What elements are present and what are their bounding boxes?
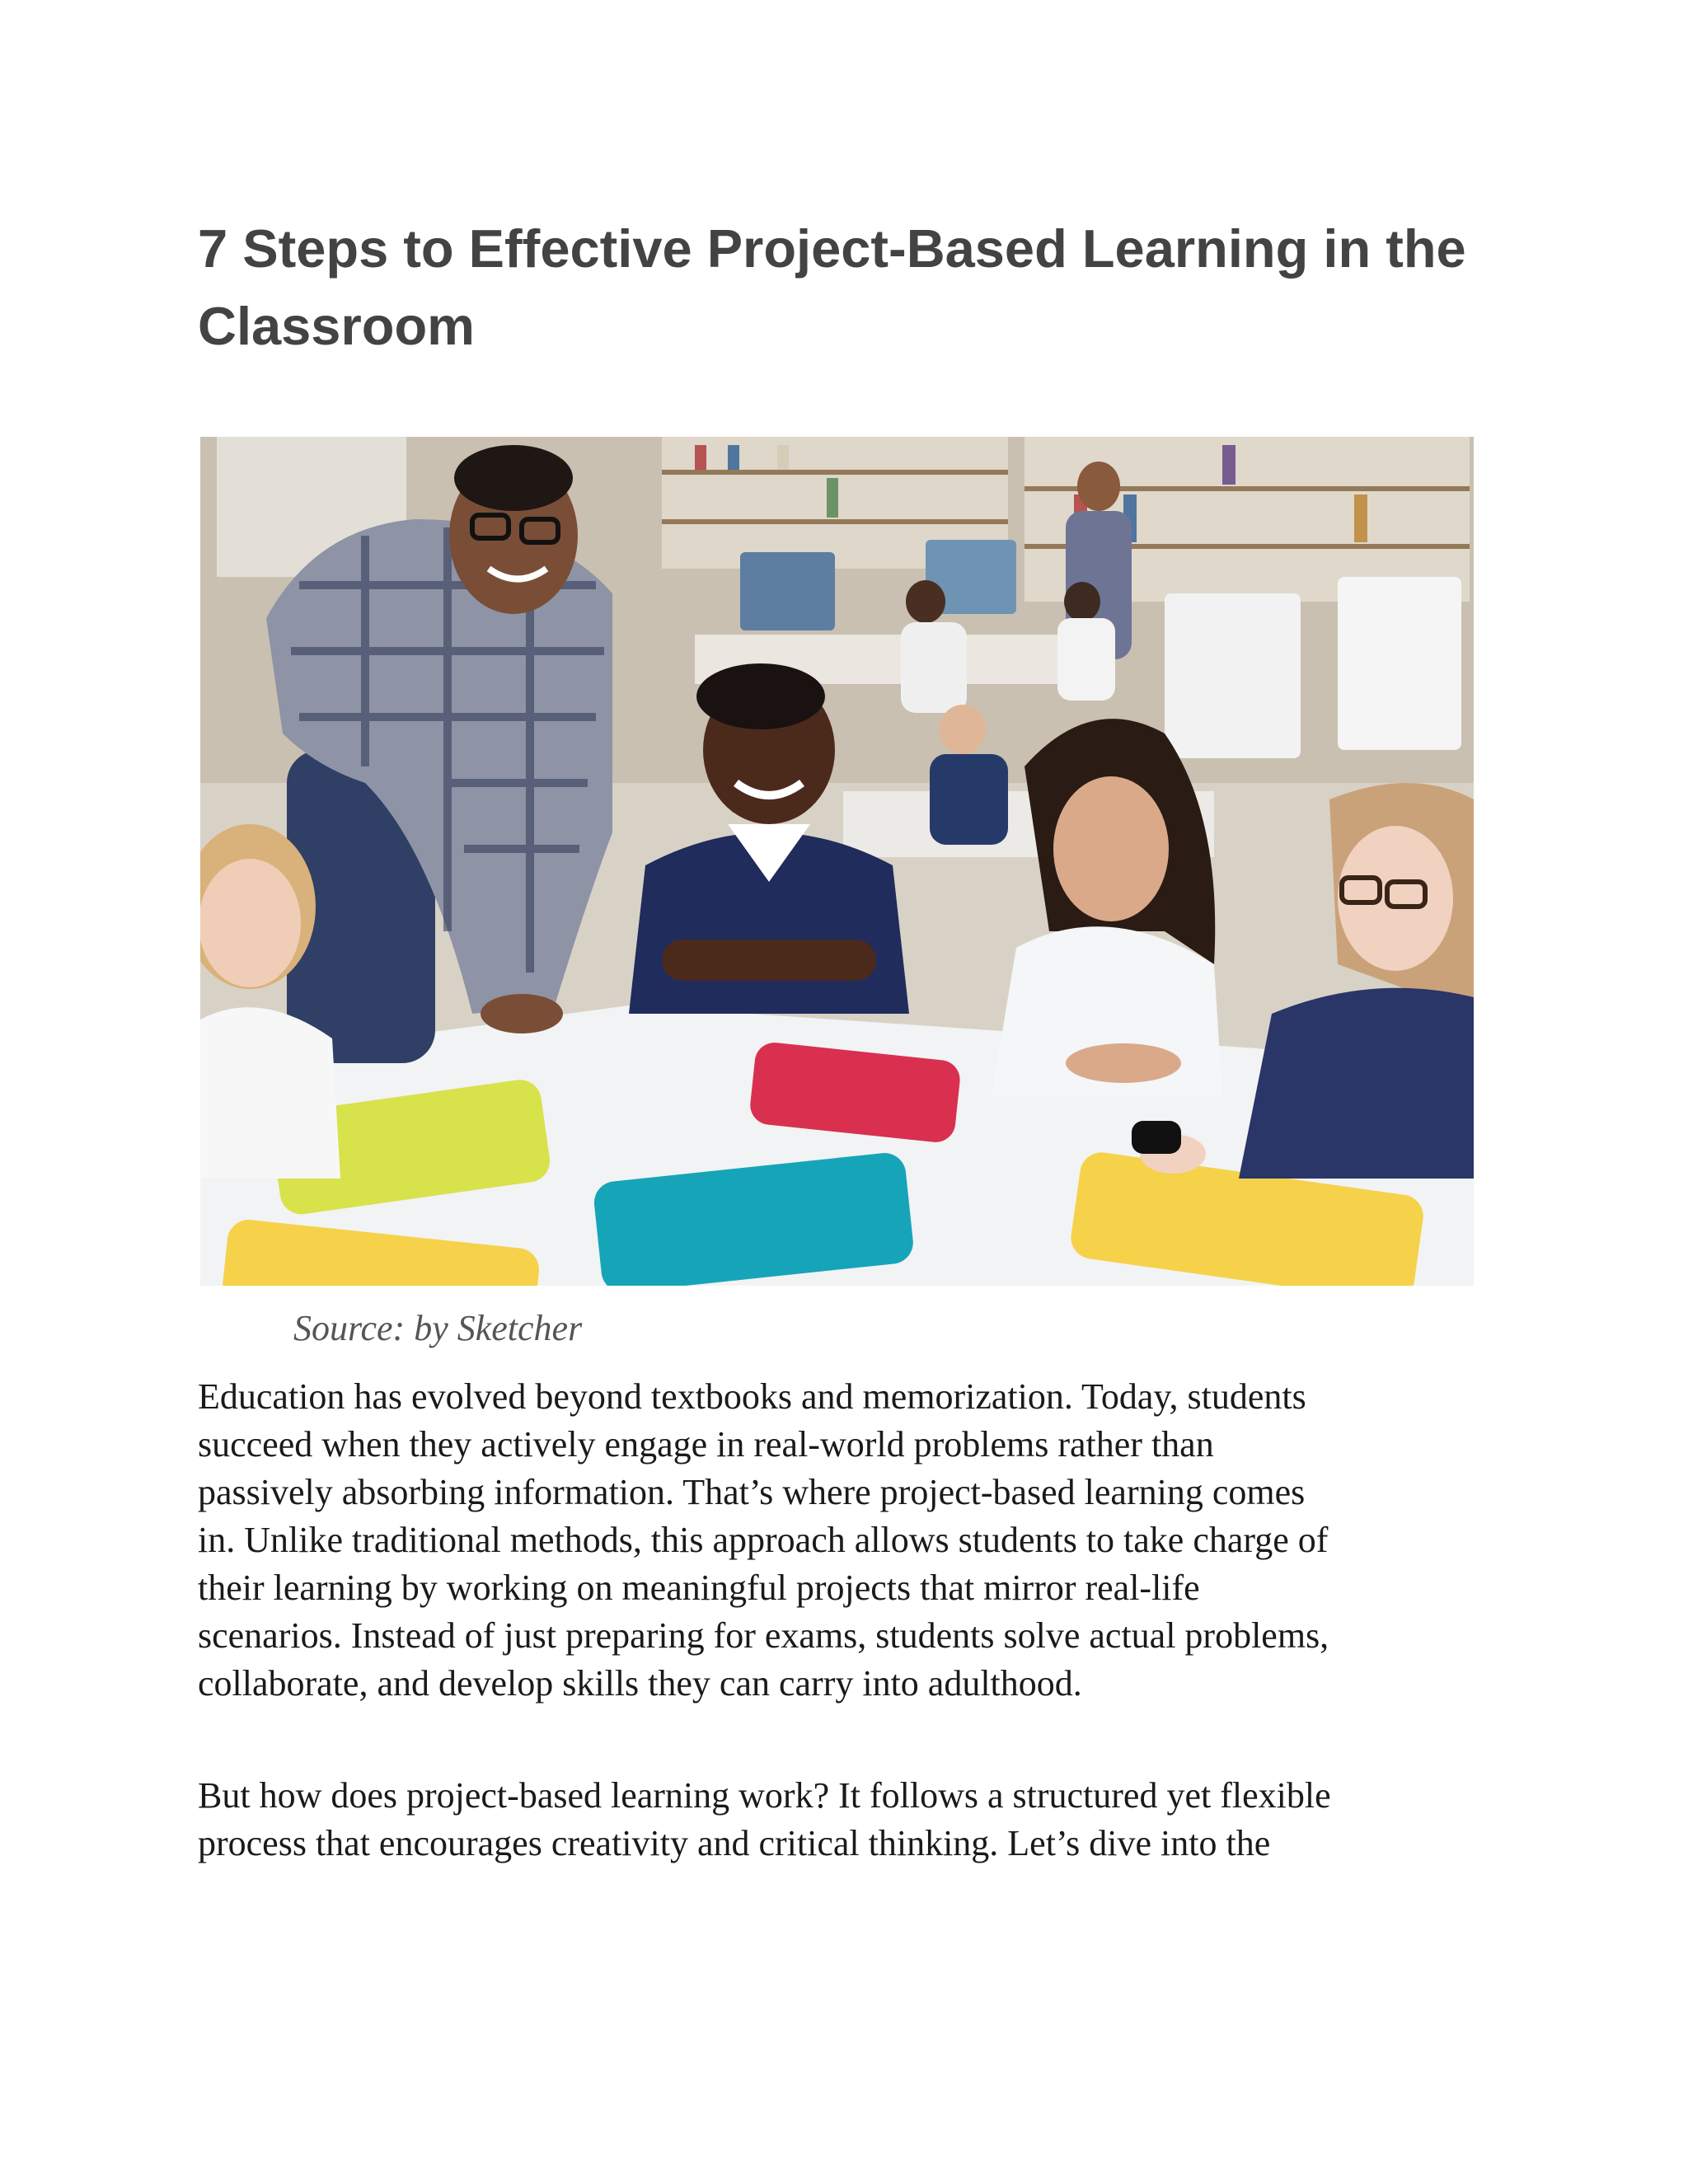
second-paragraph: [198, 1772, 1492, 1868]
paragraph-line: But how does project-based learning work? It follows a structured yet flexible: [198, 1775, 1331, 1816]
paragraph-line: Education has evolved beyond textbooks and memorization. Today, students: [198, 1376, 1306, 1417]
paragraph-line: scenarios. Instead of just preparing for exams, students solve actual problems,: [198, 1615, 1329, 1656]
paragraph-line: process that encourages creativity and critical thinking. Let’s dive into the: [198, 1823, 1271, 1863]
article-title: 7 Steps to Effective Project-Based Learning in the Classroom: [198, 218, 1466, 356]
image-caption: Source: by Sketcher: [293, 1308, 583, 1348]
paragraph-line: in. Unlike traditional methods, this approach allows students to take charge of: [198, 1520, 1329, 1560]
paragraph-line: collaborate, and develop skills they can carry into adulthood.: [198, 1663, 1082, 1704]
classroom-photo: [200, 437, 1474, 1286]
paragraph-line: their learning by working on meaningful projects that mirror real-life: [198, 1568, 1200, 1608]
paragraph-line: succeed when they actively engage in real-world problems rather than: [198, 1424, 1214, 1465]
intro-paragraph: [198, 1373, 1492, 1708]
paragraph-line: passively absorbing information. That’s where project-based learning comes: [198, 1472, 1306, 1512]
